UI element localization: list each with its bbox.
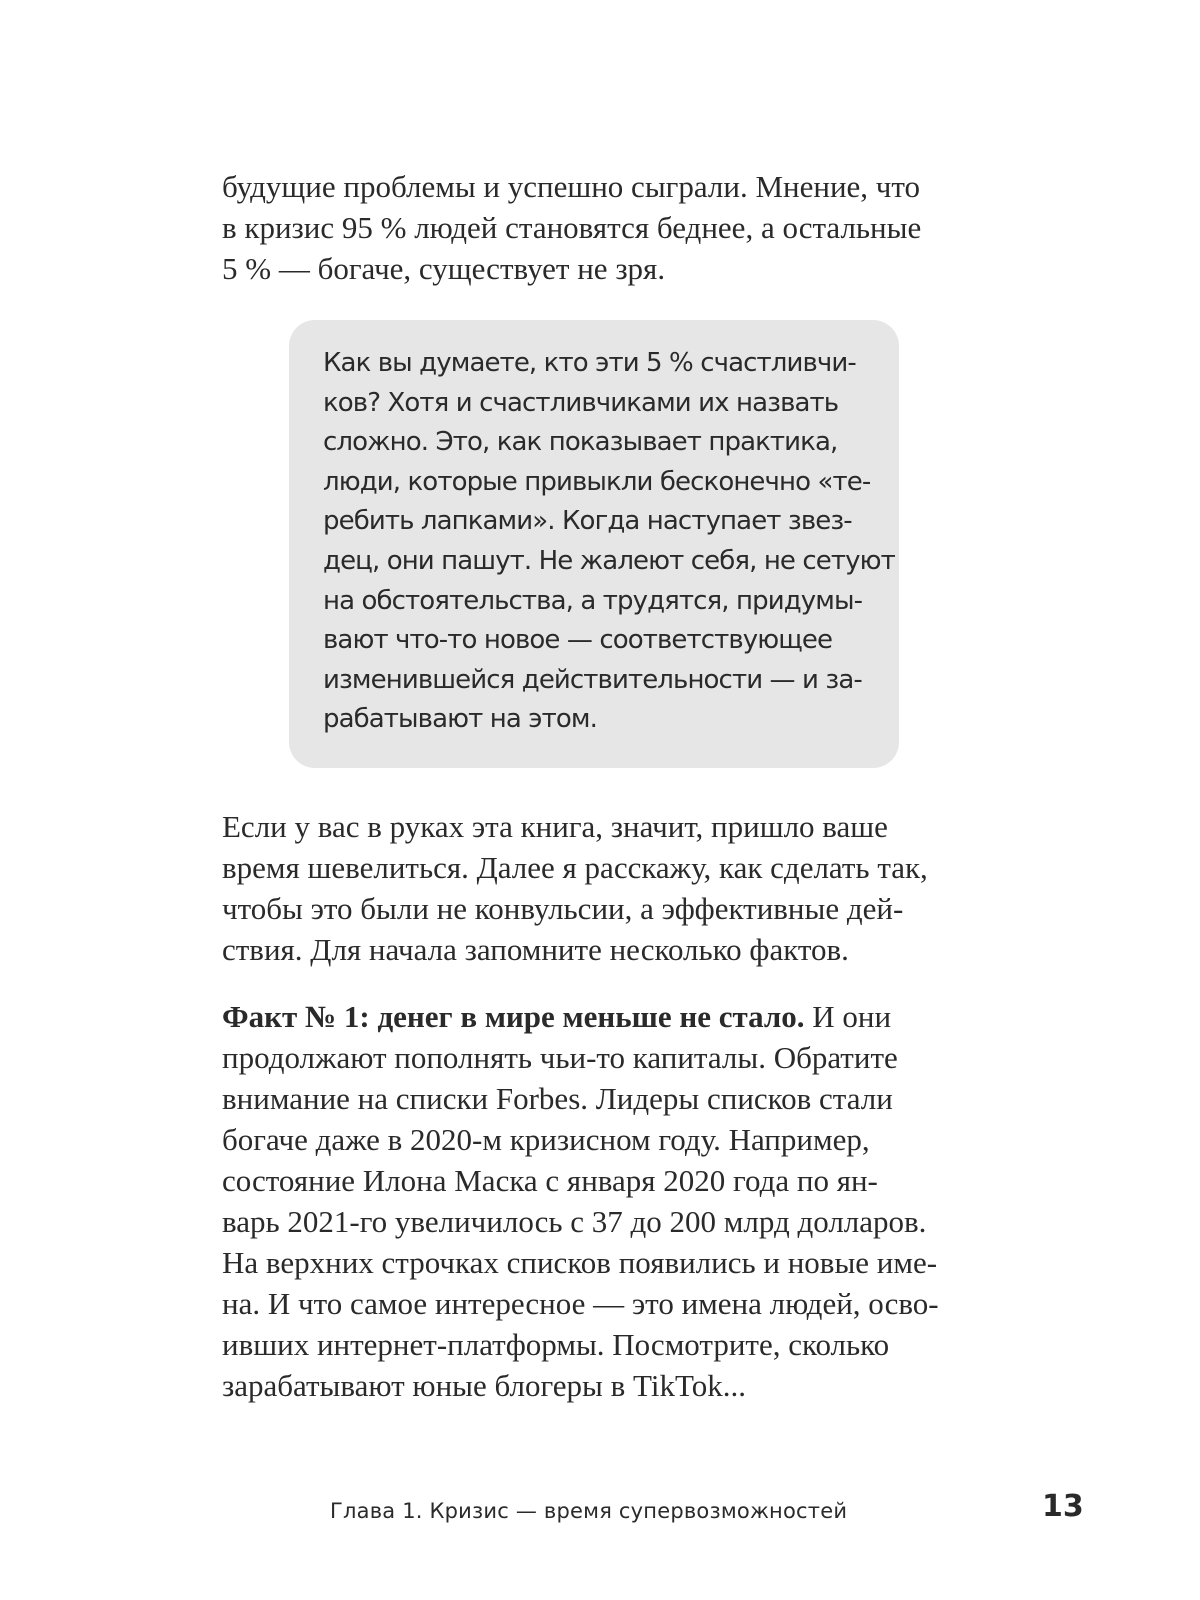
text-line: чтобы это были не конвульсии, а эффективные дей-: [222, 891, 904, 926]
text-line: Как вы думаете, кто эти 5 % счастливчи-: [323, 348, 856, 378]
text-line: изменившейся действительности — и за-: [323, 664, 862, 695]
page-number: 13: [1042, 1489, 1084, 1524]
running-footer-chapter-title: Глава 1. Кризис — время супервозможностей: [330, 1499, 848, 1523]
text-line: На верхних строчках списков появились и новые име-: [222, 1245, 938, 1280]
paragraph-2: [222, 806, 962, 970]
text-line: рабатывают на этом.: [323, 704, 597, 735]
text-line: 5 % — богаче, существует не зря.: [222, 251, 666, 286]
text-line: богаче даже в 2020-м кризисном году. Например,: [222, 1122, 870, 1157]
paragraph-3: [222, 996, 962, 1406]
fact-heading-continuation: И они: [804, 999, 892, 1034]
text-line: дец, они пашут. Не жалеют себя, не сетуют: [323, 545, 895, 576]
paragraph-1: [222, 166, 962, 289]
text-line: ков? Хотя и счастливчиками их назвать: [323, 387, 839, 418]
text-line: ивших интернет-платформы. Посмотрите, сколько: [222, 1327, 890, 1362]
text-line: Если у вас в руках эта книга, значит, пришло ваше: [222, 809, 888, 844]
fact-heading: Факт № 1: денег в мире меньше не стало.: [222, 999, 805, 1034]
text-line: зарабатывают юные блогеры в TikTok...: [222, 1368, 746, 1403]
text-line: внимание на списки Forbes. Лидеры списков стали: [222, 1081, 893, 1116]
callout-box: [289, 320, 899, 768]
text-line-lead: [222, 996, 962, 1037]
callout-text: [323, 344, 895, 740]
text-line: продолжают пополнять чьи-то капиталы. Обратите: [222, 1040, 898, 1075]
text-line: ребить лапками». Когда наступает звез-: [323, 506, 852, 537]
text-line: на. И что самое интересное — это имена людей, осво-: [222, 1286, 939, 1321]
text-line: ствия. Для начала запомните несколько фактов.: [222, 932, 849, 967]
text-line: время шевелиться. Далее я расскажу, как сделать так,: [222, 850, 928, 885]
text-line: вают что-то новое — соответствующее: [323, 625, 833, 656]
text-line: люди, которые привыкли бесконечно «те-: [323, 466, 871, 497]
text-line: состояние Илона Маска с января 2020 года по ян-: [222, 1163, 878, 1198]
text-line: на обстоятельства, а трудятся, придумы-: [323, 585, 863, 616]
text-line: варь 2021-го увеличилось с 37 до 200 млрд долларов.: [222, 1204, 927, 1239]
text-line: будущие проблемы и успешно сыграли. Мнение, что: [222, 169, 921, 204]
text-line: сложно. Это, как показывает практика,: [323, 427, 838, 458]
text-line: в кризис 95 % людей становятся беднее, а остальные: [222, 210, 922, 245]
